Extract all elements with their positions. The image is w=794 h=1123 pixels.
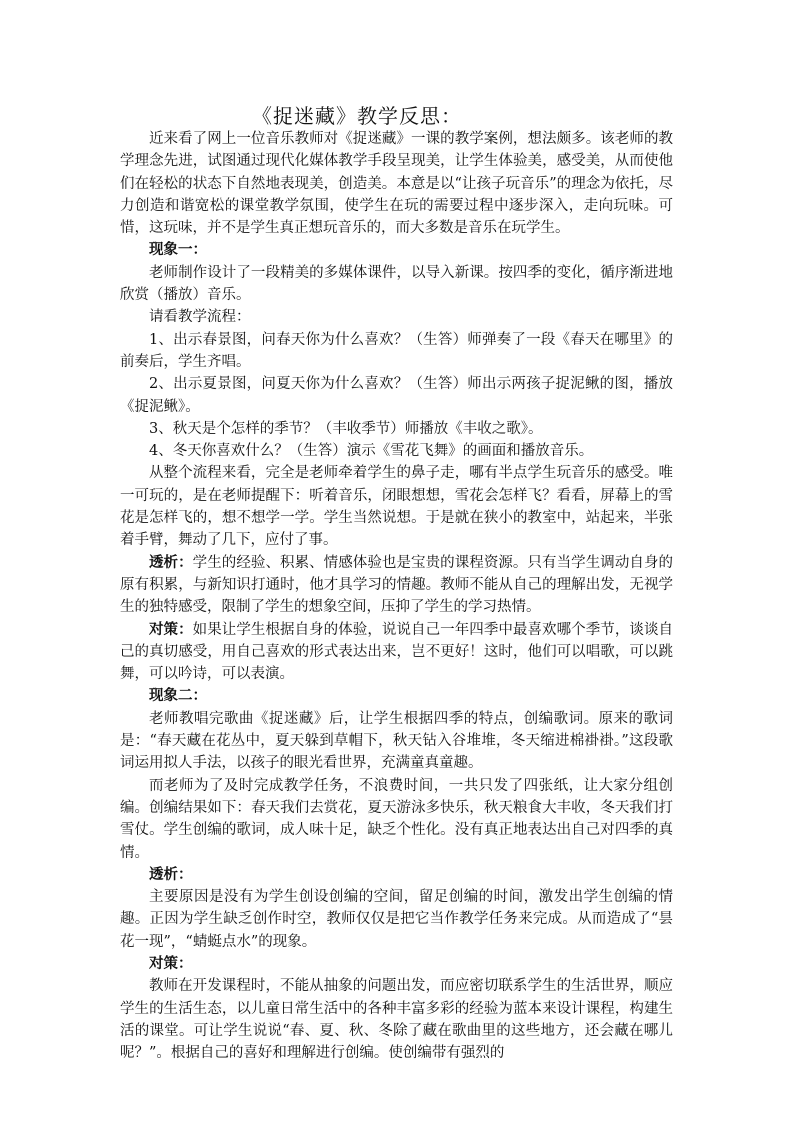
body-paragraph: 而老师为了及时完成教学任务，不浪费时间，一共只发了四张纸，让大家分组创编。创编结果如下：春天我们去赏花，夏天游泳多快乐，秋天粮食大丰收，冬天我们打雪仗。学生创编的歌词，成人味十足，缺乏个性化。没有真正地表达出自己对四季的真情。 bbox=[120, 777, 673, 861]
body-paragraph: 4、冬天你喜欢什么？（生答）演示《雪花飞舞》的画面和播放音乐。 bbox=[149, 443, 594, 460]
body-paragraph: 3、秋天是个怎样的季节？（丰收季节）师播放《丰收之歌》。 bbox=[149, 420, 543, 437]
section-label: 现象一： bbox=[149, 241, 207, 259]
document-body bbox=[120, 128, 673, 1064]
body-paragraph: 教师在开发课程时，不能从抽象的问题出发，而应密切联系学生的生活世界，顺应学生的生活生态，以儿童日常生活中的各种丰富多彩的经验为蓝本来设计课程，构建生活的课堂。可让学生说说“春、夏、秋、冬除了藏在歌曲里的这些地方，还会藏在哪儿呢？”。根据自己的喜好和理解进行创编。使创编带有强烈的 bbox=[120, 978, 673, 1062]
section-label: 现象二： bbox=[149, 687, 207, 705]
document-title: 《捉迷藏》教学反思： bbox=[252, 104, 462, 128]
paragraph-lead: 透析： bbox=[149, 553, 193, 571]
body-paragraph: 从整个流程来看，完全是老师牵着学生的鼻子走，哪有半点学生玩音乐的感受。唯一可玩的，是在老师提醒下：听着音乐，闭眼想想，雪花会怎样飞？看看，屏幕上的雪花是怎样飞的，想不想学一学。学生当然说想。于是就在狭小的教室中，站起来，半张着手臂，舞动了几下，应付了事。 bbox=[120, 465, 673, 549]
body-paragraph: 主要原因是没有为学生创设创编的空间，留足创编的时间，激发出学生创编的情趣。正因为学生缺乏创作时空，教师仅仅是把它当作教学任务来完成。从而造成了“昙花一现”，“蜻蜓点水”的现象。 bbox=[120, 889, 673, 950]
body-paragraph: 老师教唱完歌曲《捉迷藏》后，让学生根据四季的特点，创编歌词。原来的歌词是：“春天藏在花丛中，夏天躲到草帽下，秋天钻入谷堆堆，冬天缩进棉褂褂。”这段歌词运用拟人手法，以孩子的眼光看世界，充满童真童趣。 bbox=[120, 710, 673, 772]
paragraph-text: 如果让学生根据自身的体验，说说自己一年四季中最喜欢哪个季节，谈谈自己的真切感受，用自己喜欢的形式表达出来，岂不更好！这时，他们可以唱歌，可以跳舞，可以吟诗，可以表演。 bbox=[120, 621, 673, 683]
analysis-paragraph bbox=[120, 619, 673, 686]
body-paragraph: 老师制作设计了一段精美的多媒体课件，以导入新课。按四季的变化，循序渐进地欣赏（播放）音乐。 bbox=[120, 264, 673, 304]
body-paragraph: 请看教学流程： bbox=[149, 309, 251, 326]
paragraph-text: 学生的经验、积累、情感体验也是宝贵的课程资源。只有当学生调动自身的原有积累，与新知识打通时，他才具学习的情趣。教师不能从自己的理解出发，无视学生的独特感受，限制了学生的想象空间，压抑了学生的学习热情。 bbox=[120, 554, 673, 616]
section-label: 透析： bbox=[149, 865, 193, 883]
analysis-paragraph bbox=[120, 552, 673, 619]
body-paragraph: 2、出示夏景图，问夏天你为什么喜欢？（生答）师出示两孩子捉泥鳅的图，播放《捉泥鳅》。 bbox=[120, 376, 673, 415]
section-label: 对策： bbox=[149, 954, 193, 972]
paragraph-lead: 对策： bbox=[149, 620, 193, 638]
body-paragraph: 1、出示春景图，问春天你为什么喜欢？（生答）师弹奏了一段《春天在哪里》的前奏后，学生齐唱。 bbox=[120, 331, 673, 370]
body-paragraph: 近来看了网上一位音乐教师对《捉迷藏》一课的教学案例，想法颇多。该老师的教学理念先进，试图通过现代化媒体教学手段呈现美，让学生体验美，感受美，从而使他们在轻松的状态下自然地表现美，创造美。本意是以“让孩子玩音乐”的理念为依托，尽力创造和谐宽松的课堂教学氛围，使学生在玩的需要过程中逐步深入，走向玩味。可惜，这玩味，并不是学生真正想玩音乐的，而大多数是音乐在玩学生。 bbox=[120, 131, 673, 237]
